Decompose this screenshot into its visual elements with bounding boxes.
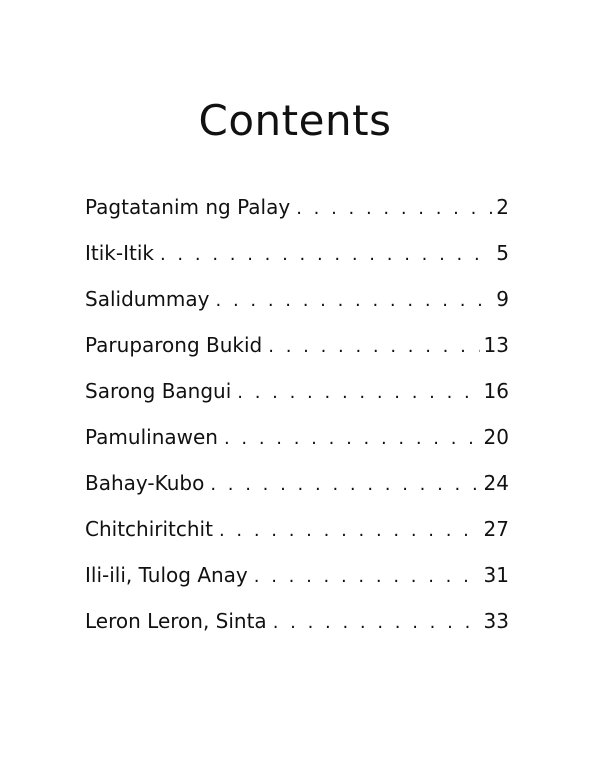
toc-entry-page: 31 bbox=[483, 563, 509, 587]
toc-entry-page: 16 bbox=[483, 379, 509, 403]
toc-entry-page: 24 bbox=[483, 471, 509, 495]
toc-entry-title: Paruparong Bukid bbox=[85, 333, 263, 357]
dot-leader bbox=[237, 378, 479, 408]
toc-entry-page: 9 bbox=[496, 287, 509, 311]
toc-entry bbox=[85, 330, 509, 376]
dot-leader bbox=[273, 608, 480, 638]
toc-entry-title: Ili-ili, Tulog Anay bbox=[85, 563, 248, 587]
toc-entry-title: Salidummay bbox=[85, 287, 210, 311]
toc-entry bbox=[85, 560, 509, 606]
toc-entry-page: 27 bbox=[483, 517, 509, 541]
toc-entry-title: Pagtatanim ng Palay bbox=[85, 195, 291, 219]
toc-entry-title: Itik-Itik bbox=[85, 241, 154, 265]
toc-entry-title: Pamulinawen bbox=[85, 425, 218, 449]
toc-entry bbox=[85, 468, 509, 514]
dot-leader bbox=[216, 286, 493, 316]
dot-leader bbox=[160, 240, 492, 270]
toc-entry-page: 20 bbox=[483, 425, 509, 449]
dot-leader bbox=[254, 562, 480, 592]
toc-entry bbox=[85, 422, 509, 468]
toc-entry bbox=[85, 376, 509, 422]
toc-entry-title: Leron Leron, Sinta bbox=[85, 609, 267, 633]
toc-entry bbox=[85, 238, 509, 284]
toc-entry-page: 33 bbox=[483, 609, 509, 633]
toc-entry-title: Bahay-Kubo bbox=[85, 471, 205, 495]
toc-entry-page: 5 bbox=[496, 241, 509, 265]
dot-leader bbox=[210, 470, 479, 500]
toc-entry bbox=[85, 606, 509, 652]
page-title: Contents bbox=[198, 96, 392, 145]
dot-leader bbox=[224, 424, 480, 454]
dot-leader bbox=[268, 332, 479, 362]
dot-leader bbox=[219, 516, 480, 546]
toc-entry-page: 13 bbox=[483, 333, 509, 357]
toc-entry-title: Chitchiritchit bbox=[85, 517, 213, 541]
dot-leader bbox=[296, 194, 492, 224]
toc-entry bbox=[85, 192, 509, 238]
table-of-contents bbox=[85, 192, 509, 652]
toc-entry bbox=[85, 284, 509, 330]
toc-entry-title: Sarong Bangui bbox=[85, 379, 232, 403]
toc-entry bbox=[85, 514, 509, 560]
toc-entry-page: 2 bbox=[496, 195, 509, 219]
